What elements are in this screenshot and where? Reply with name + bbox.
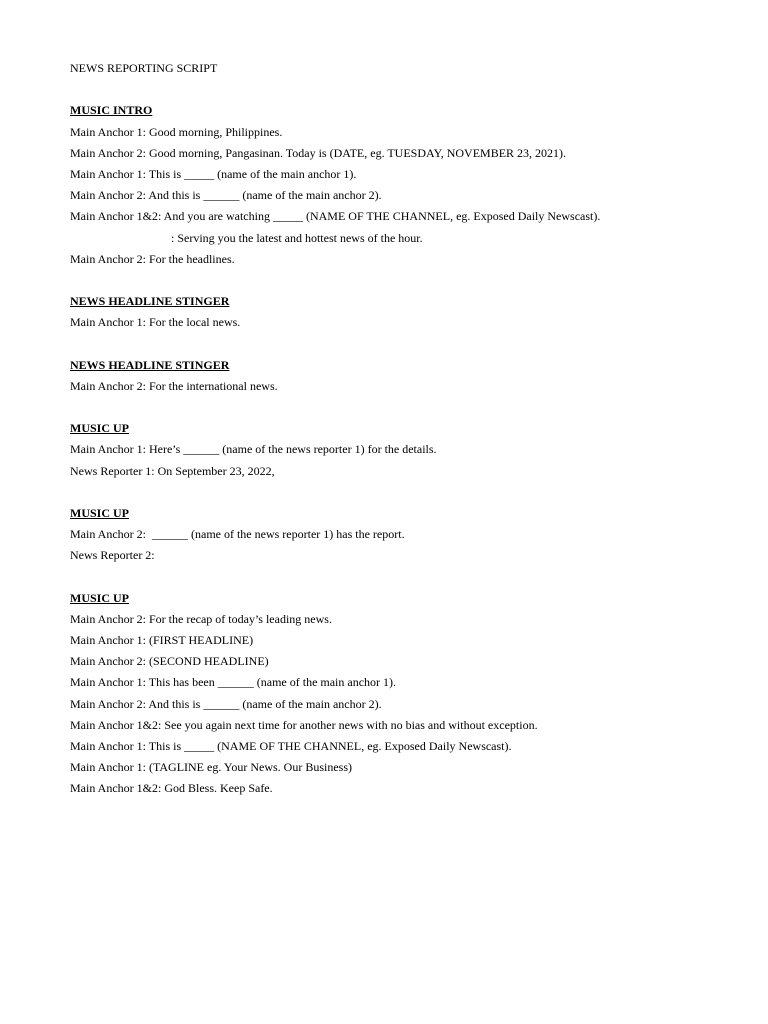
document-page: [70, 58, 730, 800]
section-heading: MUSIC INTRO: [70, 103, 153, 118]
spacer: [70, 270, 730, 291]
script-line: Main Anchor 1: For the local news.: [70, 315, 241, 330]
script-section: [70, 291, 730, 333]
script-section: [70, 418, 730, 482]
script-line: News Reporter 1: On September 23, 2022,: [70, 463, 275, 478]
script-line: Main Anchor 2: For the headlines.: [70, 251, 235, 266]
section-heading: NEWS HEADLINE STINGER: [70, 357, 230, 372]
document-title: NEWS REPORTING SCRIPT: [70, 61, 218, 75]
spacer: [70, 567, 730, 588]
script-line: Main Anchor 1&2: And you are watching _____ (NAME OF THE CHANNEL, eg. Exposed Daily Newscast).: [70, 209, 601, 224]
script-section: [70, 100, 730, 270]
script-line: Main Anchor 1: Here’s ______ (name of the news reporter 1) for the details.: [70, 442, 437, 457]
section-heading: NEWS HEADLINE STINGER: [70, 294, 230, 309]
script-section: [70, 503, 730, 567]
script-line: Main Anchor 2: ______ (name of the news reporter 1) has the report.: [70, 527, 405, 542]
spacer: [70, 79, 730, 100]
script-line: Main Anchor 2: And this is ______ (name of the main anchor 2).: [70, 696, 382, 711]
spacer: [70, 397, 730, 418]
script-line: Main Anchor 1: This is _____ (NAME OF THE CHANNEL, eg. Exposed Daily Newscast).: [70, 739, 512, 753]
script-line: Main Anchor 2: (SECOND HEADLINE): [70, 654, 269, 669]
script-section: [70, 355, 730, 397]
script-line: Main Anchor 2: For the international news.: [70, 378, 278, 393]
script-line: Main Anchor 2: And this is ______ (name of the main anchor 2).: [70, 188, 382, 203]
section-heading: MUSIC UP: [70, 590, 129, 605]
script-line: Main Anchor 1: This is _____ (name of the main anchor 1).: [70, 166, 357, 181]
script-line: News Reporter 2:: [70, 548, 155, 563]
script-line: Main Anchor 1: This has been ______ (name of the main anchor 1).: [70, 675, 397, 690]
spacer: [70, 333, 730, 354]
section-heading: MUSIC UP: [70, 505, 129, 520]
script-line: Main Anchor 1&2: God Bless. Keep Safe.: [70, 781, 273, 796]
script-line: Main Anchor 1: Good morning, Philippines.: [70, 124, 283, 139]
script-line: Main Anchor 1: (TAGLINE eg. Your News. Our Business): [70, 760, 353, 775]
script-section: [70, 588, 730, 800]
script-line: Main Anchor 2: For the recap of today’s leading news.: [70, 611, 332, 626]
script-line: Main Anchor 2: Good morning, Pangasinan. Today is (DATE, eg. TUESDAY, NOVEMBER 23, 2021).: [70, 145, 567, 160]
script-line: : Serving you the latest and hottest news of the hour.: [171, 230, 423, 245]
spacer: [70, 482, 730, 503]
section-heading: MUSIC UP: [70, 421, 129, 436]
script-line: Main Anchor 1&2: See you again next time for another news with no bias and without exception.: [70, 717, 538, 732]
script-line: Main Anchor 1: (FIRST HEADLINE): [70, 633, 254, 648]
